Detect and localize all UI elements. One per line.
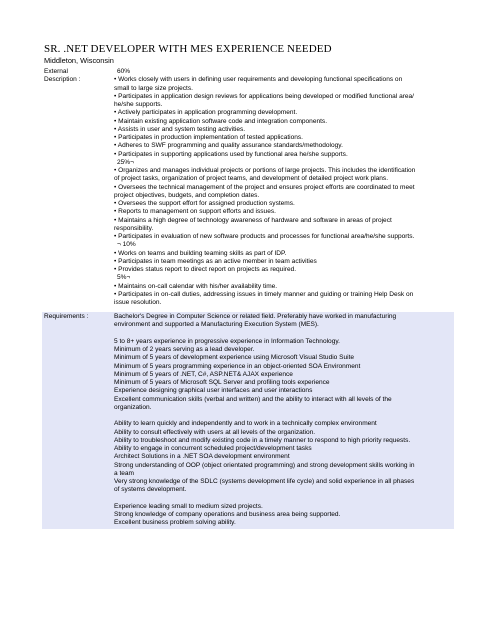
requirements-section [42,312,454,529]
blank-line [114,495,452,503]
description-section [42,68,454,307]
description-line: • Maintains on-call calendar with his/her availability time. [114,282,278,290]
description-line: • Participates in supporting applications used by functional area he/she supports. [114,150,348,158]
description-line: ¬ 10% [117,241,136,249]
requirement-line: Minimum of 2 years serving as a lead developer. [114,346,255,353]
requirement-line: 5 to 8+ years experience in progressive experience in Information Technology. [114,337,340,345]
blank-line [114,412,452,420]
description-line: • Participates in evaluation of new software products and processes for functional area/he/she supports. [114,233,415,240]
requirement-line: Experience leading small to medium sized projects. [114,502,263,510]
description-content [114,68,454,307]
description-line: • Works closely with users in defining user requirements and developing functional specifications on [114,76,403,84]
requirement-line: Minimum of 5 years of development experience using Microsoft Visual Studio Suite [114,354,355,362]
requirement-line: a team [114,469,135,477]
description-line: 5%¬ [117,274,131,282]
description-line: • Participates in application design reviews for applications being developed or modified functional area/ [114,92,414,100]
description-line: • Assists in user and system testing activities. [114,125,246,133]
requirement-line: Architect Solutions in a .NET SOA development environment [114,453,290,461]
description-line: project objectives, budgets, and completion dates. [114,191,260,199]
requirement-line: of systems development. [114,486,187,494]
requirement-line: Ability to troubleshoot and modify existing code in a timely manner to respond to high priority requests. [114,436,411,444]
requirement-line: Strong understanding of OOP (object orientated programming) and strong development skills working in [114,461,415,469]
description-line: • Provides status report to direct report on projects as required. [114,266,297,273]
requirement-line: Very strong knowledge of the SDLC (systems development life cycle) and solid experience in all phases [114,478,415,485]
description-label-line: Description : [44,76,81,84]
requirements-content [114,313,454,528]
description-line: • Actively participates in application programming development. [114,109,298,117]
description-line: • Works on teams and building teaming skills as part of IDP. [114,249,287,257]
description-line: he/she supports. [114,101,163,108]
requirement-line: Ability to learn quickly and independently and to work in a technically complex environment [114,420,377,428]
description-line: issue resolution. [114,299,162,306]
job-location: Middleton, Wisconsin [44,56,114,65]
description-line: • Reports to management on support efforts and issues. [114,208,276,216]
description-line: • Maintains a high degree of technology awareness of hardware and software in areas of project [114,216,392,224]
description-line: • Organizes and manages individual projects or portions of large projects. This includes the identification [114,167,416,174]
description-line: 60% [117,68,131,75]
description-line: small to large size projects. [114,84,193,92]
description-line: • Participates in production implementation of tested applications. [114,134,303,141]
description-label-line: External [44,68,69,75]
description-line: • Maintain existing application software code and integration components. [114,117,328,125]
requirement-line: Strong knowledge of company operations and business area being supported. [114,511,341,518]
requirement-line: Minimum of 5 years programming experience in an object-oriented SOA Environment [114,362,361,370]
description-line: responsibility. [114,224,154,232]
requirement-line: Minimum of 5 years of Microsoft SQL Server and profiling tools experience [114,379,330,386]
description-line: • Adheres to SWF programming and quality assurance standards/methodology. [114,142,343,150]
description-line: • Oversees the technical management of the project and ensures project efforts are coordinated to meet [114,183,415,191]
requirement-line: Experience designing graphical user interfaces and user interactions [114,387,313,395]
description-label [42,68,114,307]
description-line: • Participates in team meetings as an active member in team activities [114,257,317,265]
requirement-line: Excellent communication skills (verbal and written) and the ability to interact with all levels of the [114,395,392,403]
blank-line [114,330,452,338]
description-line: of project tasks, organization of project teams, and development of detailed project work plans. [114,175,389,183]
requirement-line: Bachelor's Degree in Computer Science or related field. Preferably have worked in manufacturing [114,313,397,320]
requirement-line: Excellent business problem solving ability. [114,519,236,527]
requirement-line: organization. [114,403,152,411]
description-line: 25%¬ [117,158,134,166]
requirement-line: Ability to engage in concurrent scheduled project/development tasks [114,445,312,452]
description-line: • Oversees the support effort for assigned production systems. [114,200,295,207]
requirement-line: Ability to consult effectively with users at all levels of the organization. [114,428,316,436]
description-line: • Participates in on-call duties, addressing issues in timely manner and guiding or training Help Desk on [114,290,414,298]
requirements-label: Requirements : [44,313,89,320]
page-title: SR. .NET DEVELOPER WITH MES EXPERIENCE NEEDED [44,43,332,55]
requirement-line: Minimum of 5 years of .NET, C#, ASP.NET& AJAX experience [114,370,293,378]
requirement-line: environment and supported a Manufacturing Execution System (MES). [114,321,319,329]
